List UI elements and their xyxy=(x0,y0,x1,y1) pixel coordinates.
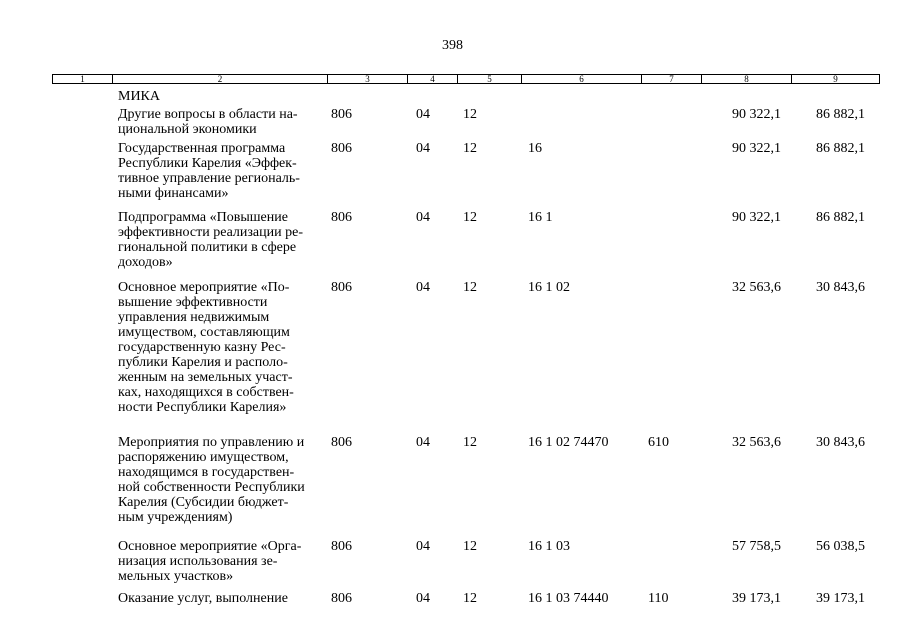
row-description: Другие вопросы в области на- циональной экономики xyxy=(118,107,298,137)
cell-section: 04 xyxy=(416,107,430,122)
cell-ministry-code: 806 xyxy=(331,107,352,122)
cell-subsection: 12 xyxy=(463,539,477,554)
cell-ministry-code: 806 xyxy=(331,141,352,156)
cell-ministry-code: 806 xyxy=(331,280,352,295)
cell-section: 04 xyxy=(416,539,430,554)
cell-subsection: 12 xyxy=(463,107,477,122)
header-cell-3: 3 xyxy=(327,75,407,83)
cell-amount-1: 57 758,5 xyxy=(732,539,781,554)
header-cell-7: 7 xyxy=(641,75,701,83)
cell-ministry-code: 806 xyxy=(331,435,352,450)
cell-target-article: 16 1 02 74470 xyxy=(528,435,609,450)
row-description: МИКА xyxy=(118,89,161,104)
cell-subsection: 12 xyxy=(463,591,477,606)
cell-amount-1: 90 322,1 xyxy=(732,141,781,156)
cell-subsection: 12 xyxy=(463,435,477,450)
cell-amount-2: 86 882,1 xyxy=(816,107,865,122)
cell-amount-1: 39 173,1 xyxy=(732,591,781,606)
cell-amount-2: 86 882,1 xyxy=(816,210,865,225)
cell-subsection: 12 xyxy=(463,280,477,295)
cell-amount-1: 90 322,1 xyxy=(732,210,781,225)
cell-section: 04 xyxy=(416,591,430,606)
row-description: Оказание услуг, выполнение xyxy=(118,591,288,606)
cell-subsection: 12 xyxy=(463,141,477,156)
header-cell-2: 2 xyxy=(112,75,327,83)
row-description: Основное мероприятие «По- вышение эффективности управления недвижимым имуществом, составляющим государственную казну Рес- публики Карелия и располо- женным на земельных участ- ках, находящихся в собствен- ности Республики Карелия» xyxy=(118,280,294,415)
header-cell-8: 8 xyxy=(701,75,791,83)
cell-section: 04 xyxy=(416,141,430,156)
cell-amount-1: 32 563,6 xyxy=(732,435,781,450)
cell-section: 04 xyxy=(416,280,430,295)
cell-amount-2: 86 882,1 xyxy=(816,141,865,156)
row-description: Государственная программа Республики Карелия «Эффек- тивное управление региональ- ными финансами» xyxy=(118,141,300,201)
row-description: Подпрограмма «Повышение эффективности реализации ре- гиональной политики в сфере доходов» xyxy=(118,210,304,270)
cell-expense-type: 610 xyxy=(648,435,669,450)
cell-target-article: 16 1 03 74440 xyxy=(528,591,609,606)
cell-amount-2: 30 843,6 xyxy=(816,435,865,450)
cell-amount-2: 30 843,6 xyxy=(816,280,865,295)
cell-amount-2: 56 038,5 xyxy=(816,539,865,554)
cell-amount-2: 39 173,1 xyxy=(816,591,865,606)
cell-ministry-code: 806 xyxy=(331,539,352,554)
table-header-row xyxy=(52,74,880,84)
header-cell-1: 1 xyxy=(80,74,85,84)
cell-target-article: 16 1 xyxy=(528,210,553,225)
cell-ministry-code: 806 xyxy=(331,210,352,225)
cell-ministry-code: 806 xyxy=(331,591,352,606)
row-description: Мероприятия по управлению и распоряжению имуществом, находящимся в государствен- ной собственности Республики Карелия (Субсидии бюджет- ным учреждениям) xyxy=(118,435,305,525)
cell-amount-1: 90 322,1 xyxy=(732,107,781,122)
row-description: Основное мероприятие «Орга- низация использования зе- мельных участков» xyxy=(118,539,302,584)
cell-section: 04 xyxy=(416,435,430,450)
cell-amount-1: 32 563,6 xyxy=(732,280,781,295)
cell-target-article: 16 1 03 xyxy=(528,539,570,554)
cell-subsection: 12 xyxy=(463,210,477,225)
header-cell-9: 9 xyxy=(791,75,879,83)
header-cell-6: 6 xyxy=(521,75,641,83)
cell-target-article: 16 1 02 xyxy=(528,280,570,295)
header-cell-4: 4 xyxy=(407,75,457,83)
cell-target-article: 16 xyxy=(528,141,542,156)
cell-section: 04 xyxy=(416,210,430,225)
header-cell-5: 5 xyxy=(457,75,521,83)
cell-expense-type: 110 xyxy=(648,591,669,606)
page-number: 398 xyxy=(442,38,463,53)
